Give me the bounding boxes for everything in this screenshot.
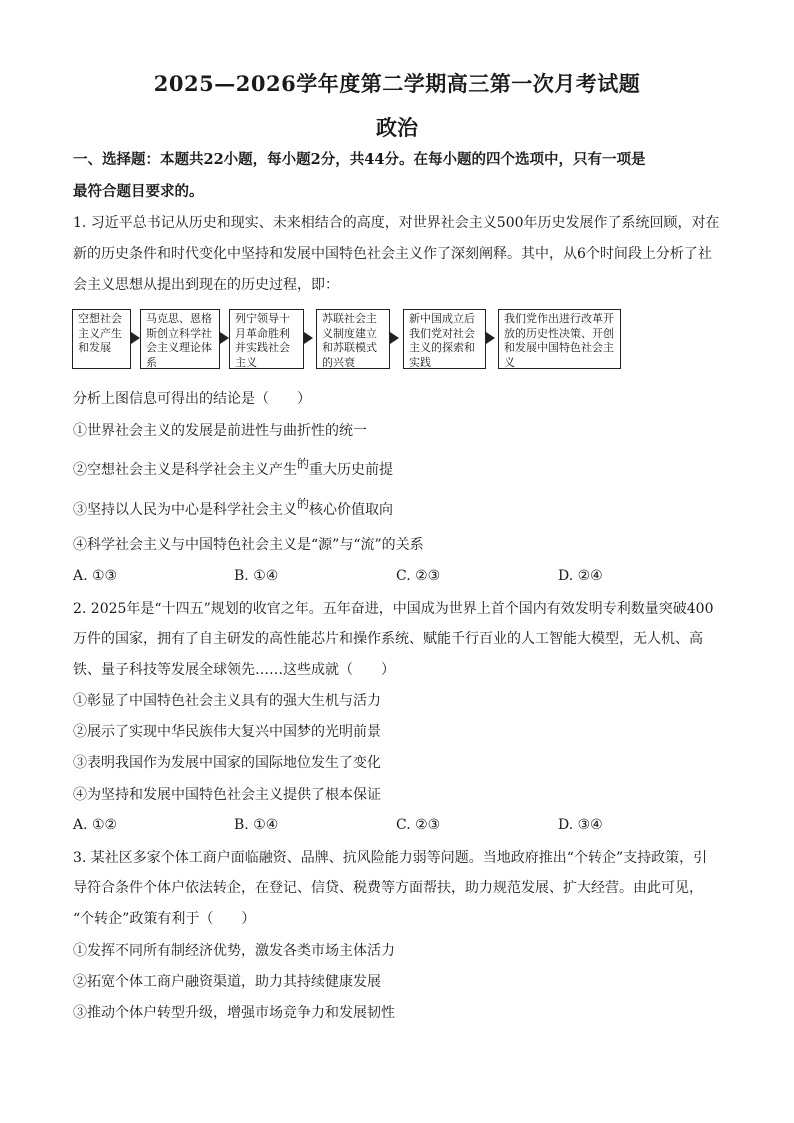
- flow-box-2: 马克思、恩格斯创立科学社会主义理论体系: [140, 309, 220, 369]
- q2-stem-line1: 2. 2025年是“十四五”规划的收官之年。五年奋进，中国成为世界上首个国内有效发明专利数量突破400: [73, 601, 714, 617]
- flow-box-1: 空想社会主义产生和发展: [72, 309, 131, 369]
- section-heading-line2: 最符合题目要求的。: [73, 183, 204, 200]
- section-heading-line1: 一、选择题：本题共22小题，每小题2分，共44分。在每小题的四个选项中，只有一项是: [73, 151, 646, 168]
- q3-statement-1: ①发挥不同所有制经济优势，激发各类市场主体活力: [73, 943, 395, 959]
- q2-statement-3: ③表明我国作为发展中国家的国际地位发生了变化: [73, 755, 381, 771]
- q1-option-c: C. ②③: [396, 568, 441, 584]
- q2-option-d: D. ③④: [558, 817, 603, 833]
- q1-option-a: A. ①③: [73, 568, 118, 584]
- q3-stem-line3: “个转企”政策有利于（ ）: [73, 911, 256, 927]
- q1-statement-3: ③坚持以人民为中心是科学社会主义的核心价值取向: [73, 497, 394, 518]
- q2-stem-line2: 万件的国家，拥有了自主研发的高性能芯片和操作系统、赋能千行百业的人工智能大模型，无人机、高: [73, 631, 703, 647]
- q2-statement-1: ①彰显了中国特色社会主义具有的强大生机与活力: [73, 693, 381, 709]
- q1-statement-2: ②空想社会主义是科学社会主义产生的重大历史前提: [73, 457, 394, 478]
- flow-box-3: 列宁领导十月革命胜利并实践社会主义: [229, 309, 304, 369]
- q1-stem-line2: 新的历史条件和时代变化中坚持和发展中国特色社会主义作了深刻阐释。其中，从6个时间段上分析了社: [73, 246, 712, 262]
- q2-option-c: C. ②③: [396, 817, 441, 833]
- flow-box-4: 苏联社会主义制度建立和苏联模式的兴衰: [316, 309, 390, 369]
- arrow-right-icon: [390, 332, 399, 344]
- q2-option-a: A. ①②: [73, 817, 118, 833]
- q3-stem-line2: 导符合条件个体户依法转企，在登记、信贷、税费等方面帮扶，助力规范发展、扩大经营。由此可见，: [73, 880, 703, 896]
- q3-statement-3: ③推动个体户转型升级，增强市场竞争力和发展韧性: [73, 1005, 395, 1021]
- arrow-right-icon: [131, 332, 140, 344]
- q3-stem-line1: 3. 某社区多家个体工商户面临融资、品牌、抗风险能力弱等问题。当地政府推出“个转企”支持政策，引: [73, 850, 708, 866]
- q2-statement-2: ②展示了实现中华民族伟大复兴中国梦的光明前景: [73, 724, 381, 740]
- arrow-right-icon: [486, 332, 495, 344]
- q3-statement-2: ②拓宽个体工商户融资渠道，助力其持续健康发展: [73, 974, 381, 990]
- arrow-right-icon: [304, 332, 313, 344]
- flow-box-5: 新中国成立后我们党对社会主义的探索和实践: [403, 309, 486, 369]
- flow-box-6: 我们党作出进行改革开放的历史性决策、开创和发展中国特色社会主义: [498, 309, 621, 369]
- q1-stem-line1: 1. 习近平总书记从历史和现实、未来相结合的高度，对世界社会主义500年历史发展作了系统回顾，对在: [73, 215, 720, 231]
- exam-title: 2025—2026学年度第二学期高三第一次月考试题: [153, 71, 641, 96]
- subject-title: 政治: [376, 115, 418, 140]
- q2-option-b: B. ①④: [234, 817, 279, 833]
- q1-stem-line3: 会主义思想从提出到现在的历史过程，即：: [73, 277, 339, 293]
- q1-option-d: D. ②④: [558, 568, 603, 584]
- q1-statement-4: ④科学社会主义与中国特色社会主义是“源”与“流”的关系: [73, 537, 424, 553]
- q1-prompt: 分析上图信息可得出的结论是（ ）: [73, 391, 311, 407]
- q1-statement-1: ①世界社会主义的发展是前进性与曲折性的统一: [73, 423, 367, 439]
- q2-stem-line3: 铁、量子科技等发展全球领先……这些成就（ ）: [73, 662, 395, 678]
- q2-statement-4: ④为坚持和发展中国特色社会主义提供了根本保证: [73, 787, 381, 803]
- arrow-right-icon: [220, 332, 229, 344]
- q1-option-b: B. ①④: [234, 568, 279, 584]
